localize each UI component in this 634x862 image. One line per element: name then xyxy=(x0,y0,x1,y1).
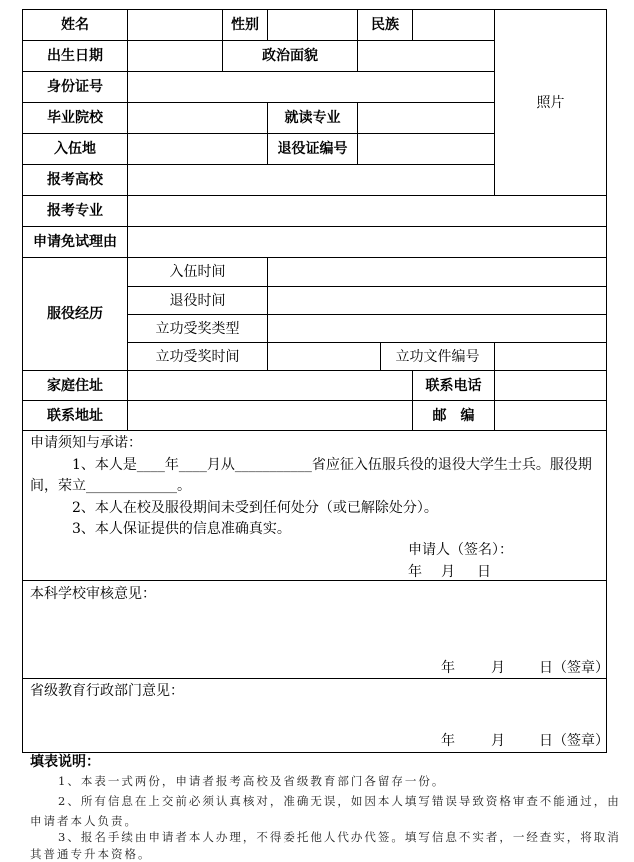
award-doc-number-label: 立功文件编号 xyxy=(380,342,495,371)
graduated-school-label: 毕业院校 xyxy=(22,102,128,134)
instructions-line-3-cont: 其普通专升本资格。 xyxy=(30,847,152,861)
target-major-field[interactable] xyxy=(127,195,607,227)
postcode-label: 邮 编 xyxy=(412,400,495,431)
pledge-date-year: 年 xyxy=(408,564,422,580)
target-major-label: 报考专业 xyxy=(22,195,128,227)
enlist-time-field[interactable] xyxy=(267,257,607,287)
discharge-time-field[interactable] xyxy=(267,286,607,315)
mailing-address-field[interactable] xyxy=(127,400,413,431)
gender-label: 性别 xyxy=(222,9,268,41)
birth-date-field[interactable] xyxy=(127,40,223,72)
service-experience-label: 服役经历 xyxy=(22,257,128,371)
enlistment-place-label: 入伍地 xyxy=(22,133,128,165)
province-review-date-year: 年 xyxy=(441,733,455,749)
school-review-date-year: 年 xyxy=(441,660,455,676)
enlistment-place-field[interactable] xyxy=(127,133,268,165)
phone-label: 联系电话 xyxy=(412,370,495,401)
instructions-title: 填表说明： xyxy=(30,754,100,770)
school-review-section xyxy=(22,580,607,679)
province-review-date-day-seal: 日（签章） xyxy=(539,733,609,749)
province-review-title: 省级教育行政部门意见： xyxy=(30,683,184,699)
pledge-item-2: 2、本人在校及服役期间未受到任何处分（或已解除处分）。 xyxy=(72,500,438,516)
major-field[interactable] xyxy=(357,102,495,134)
school-review-date-month: 月 xyxy=(491,660,505,676)
application-form-table xyxy=(22,9,607,753)
pledge-item-1-line-2: 间，荣立_____________。 xyxy=(30,478,191,494)
photo-box[interactable] xyxy=(494,9,607,196)
award-time-field[interactable] xyxy=(267,342,381,371)
exemption-reason-field[interactable] xyxy=(127,226,607,258)
award-type-label: 立功受奖类型 xyxy=(127,314,268,343)
award-doc-number-field[interactable] xyxy=(494,342,607,371)
discharge-cert-label: 退役证编号 xyxy=(267,133,358,165)
applicant-signature-label: 申请人（签名）： xyxy=(408,542,513,558)
discharge-cert-field[interactable] xyxy=(357,133,495,165)
school-review-title: 本科学校审核意见： xyxy=(30,586,156,602)
target-university-label: 报考高校 xyxy=(22,164,128,196)
political-status-field[interactable] xyxy=(357,40,495,72)
instructions-line-2: 2、所有信息在上交前必须认真核对，准确无误，如因本人填写错误导致资格审查不能通过，由 xyxy=(58,794,621,808)
pledge-date-day: 日 xyxy=(477,564,491,580)
pledge-item-1-line-1: 1、本人是____年____月从___________省应征入伍服兵役的退役大学生士兵。服役期 xyxy=(72,457,592,473)
pledge-section xyxy=(22,430,607,581)
political-status-label: 政治面貌 xyxy=(222,40,358,72)
home-address-field[interactable] xyxy=(127,370,413,401)
instructions-line-1: 1、本表一式两份，申请者报考高校及省级教育部门各留存一份。 xyxy=(58,774,446,788)
mailing-address-label: 联系地址 xyxy=(22,400,128,431)
home-address-label: 家庭住址 xyxy=(22,370,128,401)
discharge-time-label: 退役时间 xyxy=(127,286,268,315)
instructions-line-3: 3、报名手续由申请者本人办理，不得委托他人代办代签。填写信息不实者，一经查实，将取消 xyxy=(58,830,621,844)
award-type-field[interactable] xyxy=(267,314,607,343)
gender-field[interactable] xyxy=(267,9,358,41)
target-university-field[interactable] xyxy=(127,164,495,196)
pledge-item-3: 3、本人保证提供的信息准确真实。 xyxy=(72,521,291,537)
award-time-label: 立功受奖时间 xyxy=(127,342,268,371)
instructions-line-2-cont: 申请者本人负责。 xyxy=(30,814,138,828)
ethnicity-label: 民族 xyxy=(357,9,413,41)
id-number-label: 身份证号 xyxy=(22,71,128,103)
photo-label: 照片 xyxy=(536,94,565,111)
enlist-time-label: 入伍时间 xyxy=(127,257,268,287)
birth-date-label: 出生日期 xyxy=(22,40,128,72)
school-review-date-day-seal: 日（签章） xyxy=(539,660,609,676)
graduated-school-field[interactable] xyxy=(127,102,268,134)
postcode-field[interactable] xyxy=(494,400,607,431)
province-review-section xyxy=(22,678,607,753)
major-label: 就读专业 xyxy=(267,102,358,134)
pledge-title: 申请须知与承诺： xyxy=(30,435,142,451)
pledge-date-month: 月 xyxy=(441,564,455,580)
province-review-date-month: 月 xyxy=(491,733,505,749)
name-field[interactable] xyxy=(127,9,223,41)
exemption-reason-label: 申请免试理由 xyxy=(22,226,128,258)
phone-field[interactable] xyxy=(494,370,607,401)
ethnicity-field[interactable] xyxy=(412,9,495,41)
id-number-field[interactable] xyxy=(127,71,495,103)
name-label: 姓名 xyxy=(22,9,128,41)
